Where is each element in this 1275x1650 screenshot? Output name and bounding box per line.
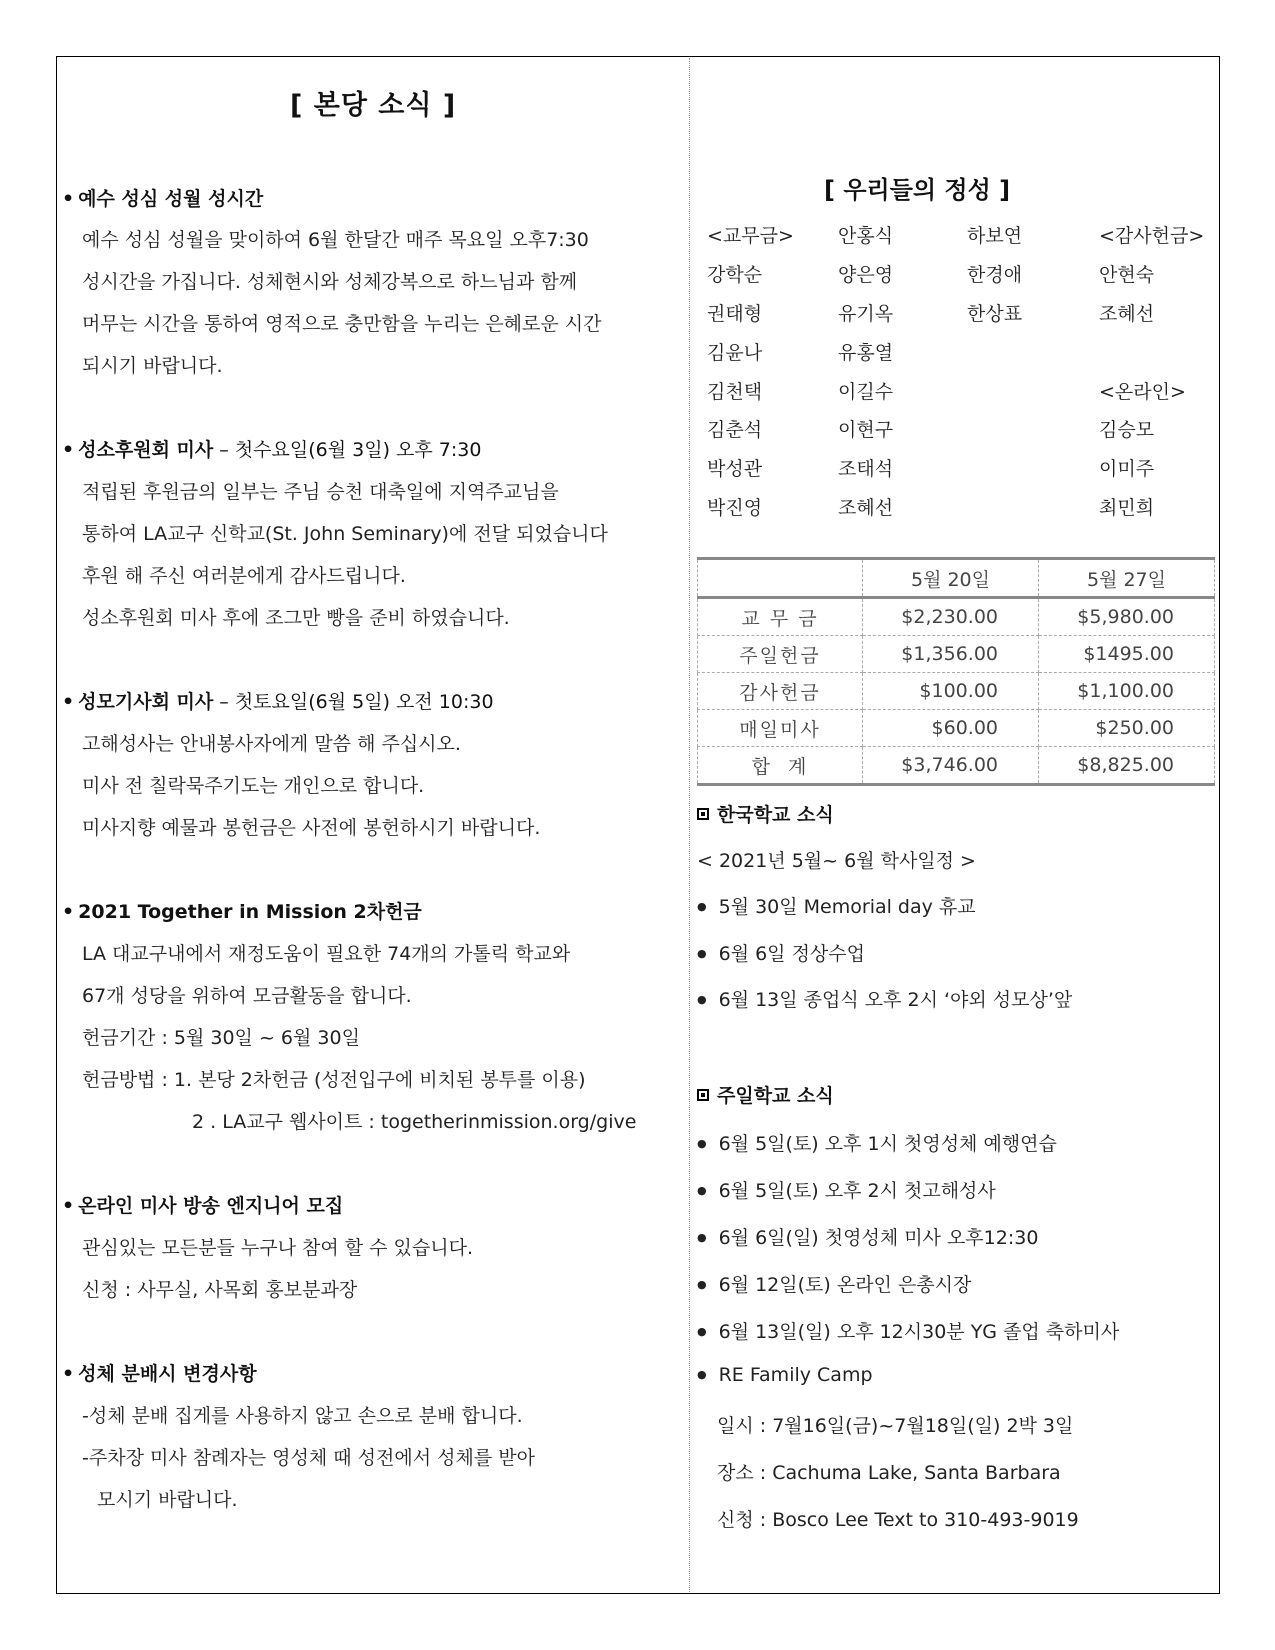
donor-name: 김윤나 — [707, 342, 763, 364]
section-line: 신청 : 사무실, 사목회 홍보분과장 — [82, 1279, 358, 1301]
donor-name: 이현구 — [838, 419, 894, 441]
table-row — [698, 747, 1215, 785]
donor-name: 조혜선 — [1099, 303, 1155, 325]
section-line: 고해성사는 안내봉사자에게 말씀 해 주십시오. — [82, 733, 461, 755]
row-label: 교 무 금 — [698, 598, 863, 636]
section-line: 헌금기간 : 5월 30일 ~ 6월 30일 — [82, 1027, 360, 1049]
section-heading: • 성모기사회 미사 – 첫토요일(6월 5일) 오전 10:30 — [62, 687, 494, 714]
section-line: 적립된 후원금의 일부는 주님 승천 대축일에 지역주교님을 — [82, 481, 559, 503]
amount-cell: $1,356.00 — [863, 636, 1039, 673]
table-row — [698, 710, 1215, 747]
section-line: -성체 분배 집게를 사용하지 않고 손으로 분배 합니다. — [82, 1405, 523, 1427]
row-label: 주일헌금 — [698, 636, 863, 673]
row-label: 합 계 — [698, 747, 863, 785]
amount-cell: $3,746.00 — [863, 747, 1039, 785]
section-line: -주차장 미사 참례자는 영성체 때 성전에서 성체를 받아 — [82, 1447, 535, 1469]
section-line: 미사 전 칠락묵주기도는 개인으로 합니다. — [82, 775, 425, 797]
section-line: 되시기 바랍니다. — [82, 355, 223, 377]
parish-news-title: [ 본당 소식 ] — [290, 90, 457, 121]
row-label: 감사헌금 — [698, 673, 863, 710]
donor-label: <온라인> — [1099, 381, 1186, 403]
section-line: 관심있는 모든분들 누구나 참여 할 수 있습니다. — [82, 1237, 474, 1259]
table-row — [698, 673, 1215, 710]
section-heading: • 성체 분배시 변경사항 — [62, 1359, 257, 1386]
section-line: 예수 성심 성월을 맞이하여 6월 한달간 매주 목요일 오후7:30 — [82, 229, 589, 251]
square-bullet-icon — [697, 808, 709, 820]
section-heading: • 성소후원회 미사 – 첫수요일(6월 3일) 오후 7:30 — [62, 435, 481, 462]
list-item: ● 6월 6일 정상수업 — [697, 939, 865, 966]
list-item: ● 6월 13일 종업식 오후 2시 ‘야외 성모상’앞 — [697, 985, 1072, 1012]
donor-label: <교무금> — [707, 225, 794, 247]
amount-cell: $8,825.00 — [1039, 747, 1215, 785]
donor-name: 이길수 — [838, 381, 894, 403]
donor-name: 유홍열 — [838, 342, 894, 364]
donor-name: 안현숙 — [1099, 264, 1155, 286]
schedule-subtitle: < 2021년 5월~ 6월 학사일정 > — [697, 850, 976, 872]
table-row — [698, 636, 1215, 673]
section-line: LA 대교구내에서 재정도움이 필요한 74개의 가톨릭 학교와 — [82, 943, 571, 965]
section-line: 성시간을 가집니다. 성체현시와 성체강복으로 하느님과 함께 — [82, 271, 578, 293]
amount-cell: $5,980.00 — [1039, 598, 1215, 636]
section-line: 통하여 LA교구 신학교(St. John Seminary)에 전달 되었습니다 — [82, 523, 608, 545]
donor-name: 권태형 — [707, 303, 763, 325]
donor-name: 조혜선 — [838, 497, 894, 519]
section-line: 머무는 시간을 통하여 영적으로 충만함을 누리는 은혜로운 시간 — [82, 313, 602, 335]
donor-name: 김춘석 — [707, 419, 763, 441]
donor-name: 박진영 — [707, 497, 763, 519]
donor-name: 강학순 — [707, 264, 763, 286]
donor-name: 하보연 — [967, 225, 1023, 247]
section-line: 2 . LA교구 웹사이트 : togetherinmission.org/give — [192, 1111, 637, 1133]
section-line: 후원 해 주신 여러분에게 감사드립니다. — [82, 565, 406, 587]
donor-name: 양은영 — [838, 264, 894, 286]
list-item: ● 6월 5일(토) 오후 2시 첫고해성사 — [697, 1176, 996, 1203]
donor-name: 유기옥 — [838, 303, 894, 325]
donations-title: [ 우리들의 정성 ] — [824, 176, 1011, 204]
column-divider — [689, 58, 690, 1592]
row-label: 매일미사 — [698, 710, 863, 747]
list-item: ● 5월 30일 Memorial day 휴교 — [697, 892, 976, 919]
camp-detail: 일시 : 7월16일(금)~7월18일(일) 2박 3일 — [717, 1415, 1074, 1437]
section-line: 모시기 바랍니다. — [97, 1489, 238, 1511]
list-item: ● RE Family Camp — [697, 1364, 873, 1386]
amount-cell: $60.00 — [863, 710, 1039, 747]
section-heading: • 예수 성심 성월 성시간 — [62, 184, 263, 211]
donor-name: 최민희 — [1099, 497, 1155, 519]
donor-name: 조태석 — [838, 458, 894, 480]
donor-name: 김승모 — [1099, 419, 1155, 441]
list-item: ● 6월 6일(일) 첫영성체 미사 오후12:30 — [697, 1223, 1038, 1250]
donor-name: 안홍식 — [838, 225, 894, 247]
donor-name: 한상표 — [967, 303, 1023, 325]
donor-name: 김천택 — [707, 381, 763, 403]
table-header-cell: 5월 20일 — [863, 559, 1039, 598]
section-line: 헌금방법 : 1. 본당 2차헌금 (성전입구에 비치된 봉투를 이용) — [82, 1069, 586, 1091]
donor-name: 한경애 — [967, 264, 1023, 286]
amount-cell: $250.00 — [1039, 710, 1215, 747]
amount-cell: $1495.00 — [1039, 636, 1215, 673]
amount-cell: $2,230.00 — [863, 598, 1039, 636]
donor-name: 이미주 — [1099, 458, 1155, 480]
square-bullet-icon — [697, 1089, 709, 1101]
list-item: ● 6월 13일(일) 오후 12시30분 YG 졸업 축하미사 — [697, 1317, 1119, 1344]
sunday-school-heading: 주일학교 소식 — [697, 1081, 834, 1108]
camp-detail: 장소 : Cachuma Lake, Santa Barbara — [717, 1462, 1061, 1484]
offerings-table — [697, 557, 1215, 786]
section-line: 미사지향 예물과 봉헌금은 사전에 봉헌하시기 바랍니다. — [82, 817, 541, 839]
donor-name: 박성관 — [707, 458, 763, 480]
table-row — [698, 598, 1215, 636]
amount-cell: $100.00 — [863, 673, 1039, 710]
donor-label: <감사헌금> — [1099, 225, 1205, 247]
section-heading: • 2021 Together in Mission 2차헌금 — [62, 897, 422, 924]
table-header-cell — [698, 559, 863, 598]
section-line: 67개 성당을 위하여 모금활동을 합니다. — [82, 985, 412, 1007]
list-item: ● 6월 5일(토) 오후 1시 첫영성체 예행연습 — [697, 1129, 1057, 1156]
table-header-row — [698, 559, 1215, 598]
section-line: 성소후원회 미사 후에 조그만 빵을 준비 하였습니다. — [82, 607, 510, 629]
camp-detail: 신청 : Bosco Lee Text to 310-493-9019 — [717, 1509, 1079, 1531]
amount-cell: $1,100.00 — [1039, 673, 1215, 710]
list-item: ● 6월 12일(토) 온라인 은총시장 — [697, 1270, 971, 1297]
table-header-cell: 5월 27일 — [1039, 559, 1215, 598]
section-heading: • 온라인 미사 방송 엔지니어 모집 — [62, 1191, 343, 1218]
korean-school-heading: 한국학교 소식 — [697, 800, 834, 827]
